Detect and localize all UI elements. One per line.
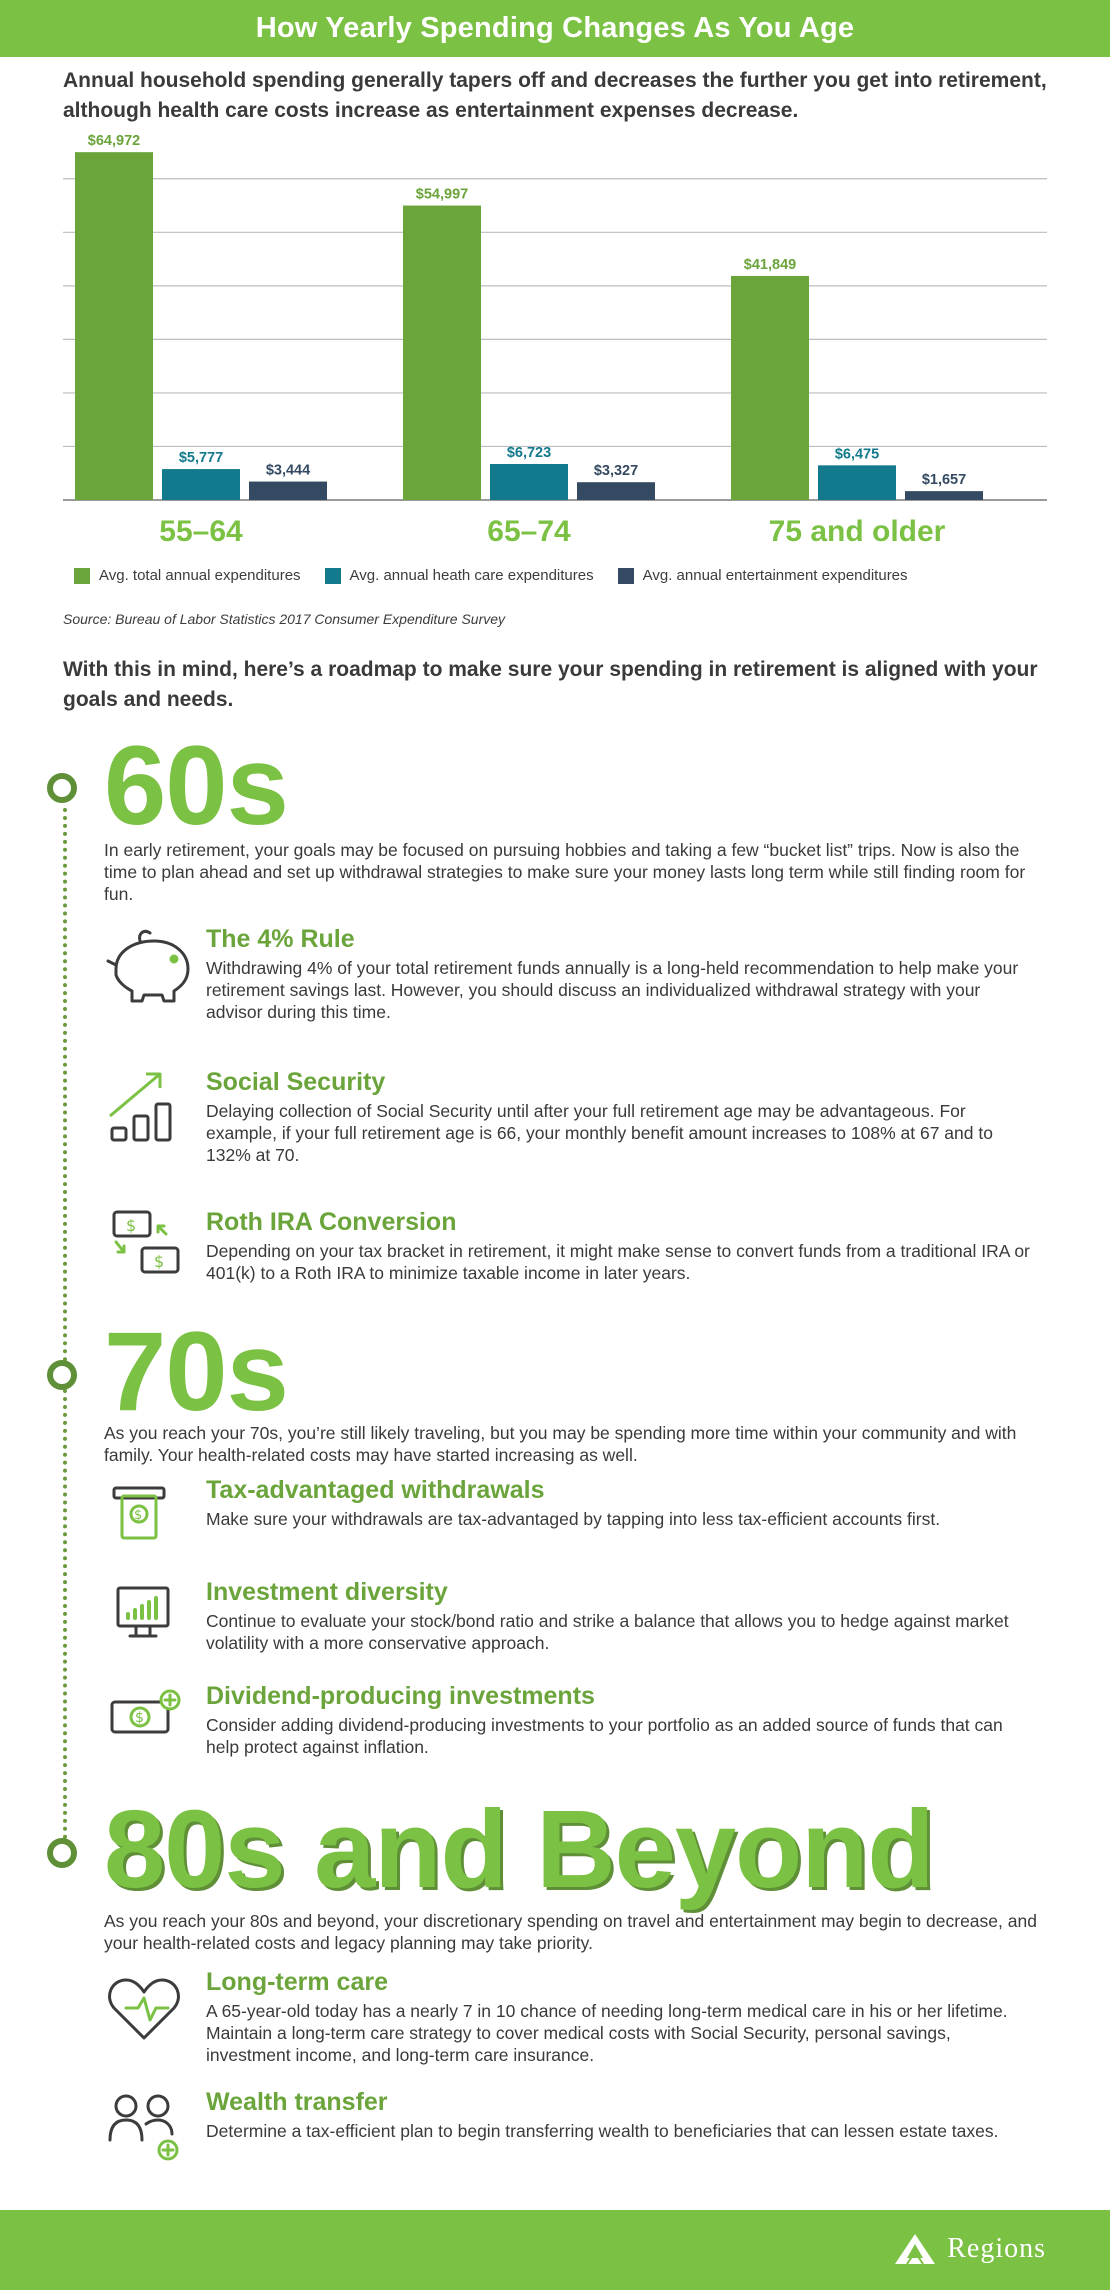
- growth-chart-icon: [104, 1068, 200, 1148]
- timeline-marker-60s: [47, 773, 77, 803]
- bar-value-label: $54,997: [415, 186, 469, 203]
- source-note: Source: Bureau of Labor Statistics 2017 Consumer Expenditure Survey: [63, 611, 506, 627]
- tip-title-4-percent-rule: The 4% Rule: [206, 925, 355, 953]
- svg-text:$: $: [154, 1252, 165, 1271]
- bar: [818, 465, 896, 500]
- tip-title-wealth-transfer: Wealth transfer: [206, 2088, 388, 2116]
- timeline-marker-70s: [47, 1360, 77, 1390]
- legend-swatch-total: [74, 568, 90, 584]
- tip-roth-ira: [104, 1208, 1054, 1288]
- regions-triangle-icon: [893, 2232, 937, 2266]
- tip-text-social-security: [206, 1068, 1036, 1166]
- bar: [403, 206, 481, 500]
- tip-text-4-percent-rule: [206, 925, 1036, 1023]
- bar: [577, 482, 655, 500]
- legend-item-total: [74, 567, 301, 584]
- decade-heading-80s: 80s and Beyond: [104, 1788, 934, 1911]
- tip-body-roth-ira: Depending on your tax bracket in retirement, it might make sense to convert funds from a traditional IRA or 401(k) to a Roth IRA to minimize taxable income in later years.: [206, 1241, 1030, 1283]
- tip-long-term-care: [104, 1968, 1054, 2063]
- brand-name: Regions: [947, 2233, 1046, 2264]
- legend-label-entertainment: Avg. annual entertainment expenditures: [642, 567, 908, 584]
- tip-4-percent-rule: [104, 925, 1054, 1022]
- bar: [490, 464, 568, 500]
- tip-wealth-transfer: [104, 2088, 1054, 2168]
- atm-withdrawal-icon: [104, 1476, 200, 1556]
- title-banner: [0, 0, 1110, 57]
- legend-label-health: Avg. annual heath care expenditures: [349, 567, 594, 584]
- tip-title-tax-advantaged-withdrawals: Tax-advantaged withdrawals: [206, 1476, 545, 1504]
- bar-value-label: $41,849: [743, 256, 797, 273]
- tip-title-roth-ira: Roth IRA Conversion: [206, 1208, 457, 1236]
- tip-title-long-term-care: Long-term care: [206, 1968, 388, 1996]
- heart-pulse-icon: [104, 1968, 200, 2048]
- page-title: How Yearly Spending Changes As You Age: [255, 12, 855, 44]
- category-label: 55–64: [159, 515, 243, 548]
- money-exchange-icon: [104, 1208, 200, 1288]
- people-plus-icon: [104, 2088, 200, 2168]
- decade-desc-70s: As you reach your 70s, you’re still likely traveling, but you may be spending more time within your community and with family. Your health-related costs may have started increasing as well.: [104, 1423, 1017, 1465]
- tip-text-dividend-investments: [206, 1682, 1036, 1758]
- timeline-marker-80s: [47, 1838, 77, 1868]
- tip-body-wealth-transfer: Determine a tax-efficient plan to begin transferring wealth to beneficiaries that can lessen estate taxes.: [206, 2121, 999, 2141]
- tip-title-investment-diversity: Investment diversity: [206, 1578, 448, 1606]
- category-label: 75 and older: [768, 515, 946, 548]
- bar: [162, 469, 240, 500]
- bar-value-label: $3,444: [265, 462, 311, 479]
- tip-body-long-term-care: A 65-year-old today has a nearly 7 in 10 chance of needing long-term medical care in his or her lifetime. Maintain a long-term care strategy to cover medical costs with Social Security, personal savings, investment income, and long-term care insurance.: [206, 2001, 1008, 2065]
- legend-swatch-health: [325, 568, 341, 584]
- chart-legend: [74, 567, 932, 584]
- svg-text:$: $: [135, 1710, 144, 1726]
- roadmap-intro: With this in mind, here’s a roadmap to make sure your spending in retirement is aligned with your goals and needs.: [63, 658, 1038, 711]
- bar-value-label: $3,327: [593, 463, 639, 480]
- bar-value-label: $5,777: [178, 450, 224, 467]
- bar-value-label: $6,475: [834, 446, 880, 463]
- bar: [75, 152, 153, 500]
- tip-title-social-security: Social Security: [206, 1068, 386, 1096]
- tip-text-investment-diversity: [206, 1578, 1036, 1654]
- category-label: 65–74: [487, 515, 571, 548]
- tip-text-tax-advantaged-withdrawals: [206, 1476, 1036, 1530]
- decade-desc-60s: In early retirement, your goals may be focused on pursuing hobbies and taking a few “bucket list” trips. Now is also the time to plan ahead and set up withdrawal strategies to make sure your money lasts long term while still finding room for fun.: [104, 840, 1026, 904]
- spending-bar-chart: [0, 120, 1110, 560]
- piggy-bank-icon: [104, 925, 200, 1005]
- bar-value-label: $1,657: [921, 472, 967, 489]
- brand-logo: [893, 2232, 1046, 2266]
- dividend-bill-icon: [104, 1682, 200, 1762]
- tip-body-investment-diversity: Continue to evaluate your stock/bond ratio and strike a balance that allows you to hedge against market volatility with a more conservative approach.: [206, 1611, 1009, 1653]
- tip-dividend-investments: [104, 1682, 1054, 1762]
- tip-body-tax-advantaged-withdrawals: Make sure your withdrawals are tax-advantaged by tapping into less tax-efficient accounts first.: [206, 1509, 941, 1529]
- tip-text-roth-ira: [206, 1208, 1036, 1284]
- footer-banner: [0, 2210, 1110, 2290]
- tip-investment-diversity: [104, 1578, 1054, 1658]
- legend-item-health: [325, 567, 594, 584]
- tip-body-dividend-investments: Consider adding dividend-producing investments to your portfolio as an added source of funds that can help protect against inflation.: [206, 1715, 1003, 1757]
- tip-title-dividend-investments: Dividend-producing investments: [206, 1682, 595, 1710]
- monitor-chart-icon: [104, 1578, 200, 1658]
- legend-swatch-entertainment: [618, 568, 634, 584]
- decade-desc-80s: As you reach your 80s and beyond, your discretionary spending on travel and entertainment may begin to decrease, and your health-related costs and legacy planning may take priority.: [104, 1911, 1037, 1953]
- tip-social-security: [104, 1068, 1054, 1165]
- decade-heading-70s: 70s: [104, 1309, 288, 1434]
- tip-text-wealth-transfer: [206, 2088, 1036, 2142]
- legend-label-total: Avg. total annual expenditures: [99, 567, 301, 584]
- legend-item-entertainment: [618, 567, 908, 584]
- svg-text:$: $: [134, 1508, 143, 1523]
- decade-heading-60s: 60s: [104, 723, 288, 848]
- bar-value-label: $6,723: [506, 445, 552, 462]
- tip-text-long-term-care: [206, 1968, 1036, 2066]
- intro-text: Annual household spending generally tapers off and decreases the further you get into retirement, although health care costs increase as entertainment expenses decrease.: [63, 69, 1047, 122]
- tip-tax-advantaged-withdrawals: [104, 1476, 1054, 1556]
- bar: [731, 276, 809, 500]
- bar-value-label: $64,972: [87, 133, 141, 150]
- tip-body-social-security: Delaying collection of Social Security until after your full retirement age may be advantageous. For example, if your full retirement age is 66, your monthly benefit amount increases to 108% at 67 and to 132% at 70.: [206, 1101, 993, 1165]
- timeline-dotted-line: [63, 808, 67, 1856]
- svg-text:$: $: [126, 1216, 137, 1235]
- tip-body-4-percent-rule: Withdrawing 4% of your total retirement funds annually is a long-held recommendation to help make your retirement savings last. However, you should discuss an individualized withdrawal strategy with your advisor during this time.: [206, 958, 1019, 1022]
- bar: [249, 482, 327, 500]
- bar: [905, 491, 983, 500]
